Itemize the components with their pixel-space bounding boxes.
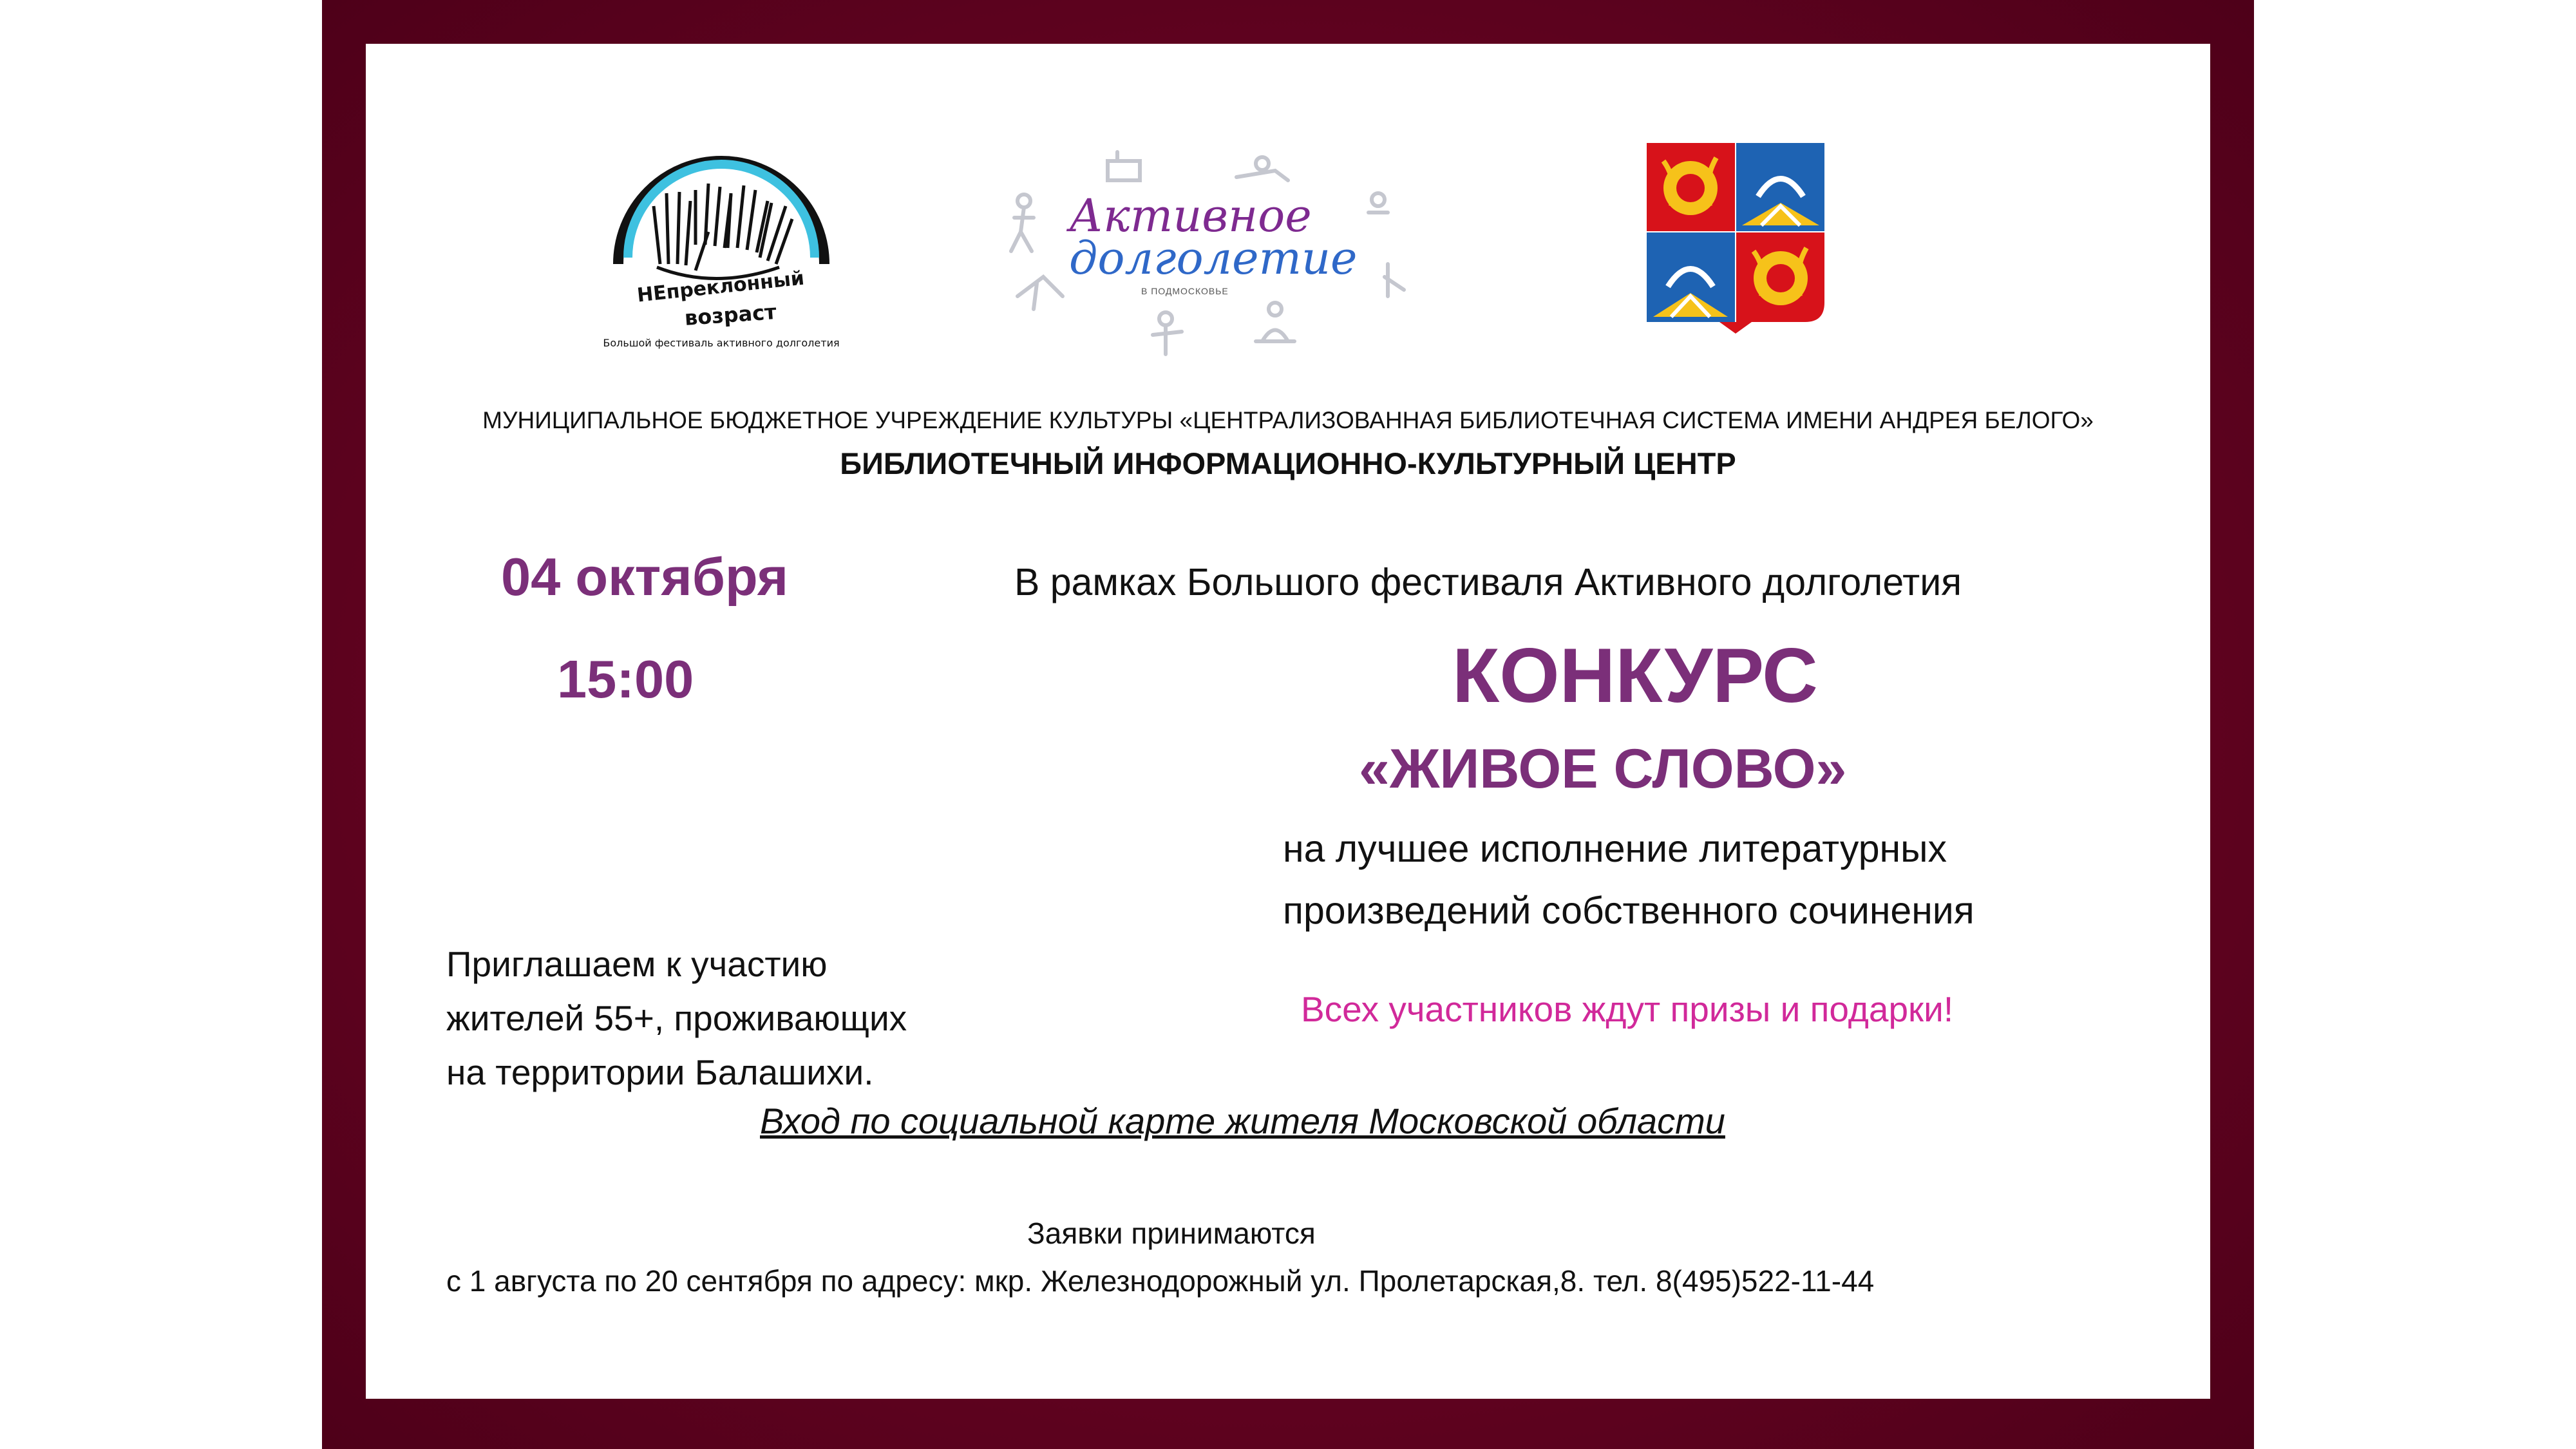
aktivnoe-dolgoletie-logo: [992, 148, 1417, 367]
contest-description: [1283, 818, 1975, 942]
applications-details: с 1 августа по 20 сентября по адресу: мкр. Железнодорожный ул. Пролетарская,8. тел. 8(495)522-11-44: [446, 1264, 1875, 1298]
svg-text:НЕпреклонный: НЕпреклонный: [636, 267, 806, 307]
prizes-note: Всех участников ждут призы и подарки!: [1301, 989, 1954, 1029]
entry-condition: Вход по социальной карте жителя Московской области: [760, 1101, 1725, 1141]
event-date: 04 октября: [501, 547, 789, 607]
logo2-subtitle: В ПОДМОСКОВЬЕ: [1141, 286, 1229, 296]
hands-logo-icon: [599, 129, 844, 354]
invite-line: жителей 55+, проживающих: [446, 998, 907, 1038]
applications-title: Заявки принимаются: [1027, 1217, 1316, 1250]
description-line: произведений собственного сочинения: [1283, 889, 1975, 932]
invite-line: Приглашаем к участию: [446, 944, 828, 984]
nepreklonny-vozrast-logo: [599, 129, 844, 354]
contest-name: «ЖИВОЕ СЛОВО»: [1359, 738, 1847, 800]
invite-line: на территории Балашихи.: [446, 1052, 874, 1092]
festival-line: В рамках Большого фестиваля Активного долголетия: [1014, 561, 1962, 603]
contest-title: КОНКУРС: [1452, 632, 1818, 719]
coat-of-arms-icon: [1645, 142, 1826, 335]
center-name: БИБЛИОТЕЧНЫЙ ИНФОРМАЦИОННО-КУЛЬТУРНЫЙ ЦЕНТР: [840, 446, 1736, 480]
invitation-text: [446, 937, 907, 1099]
svg-text:возраст: возраст: [683, 299, 777, 330]
description-line: на лучшее исполнение литературных: [1283, 828, 1947, 870]
svg-text:Большой фестиваль активного до: Большой фестиваль активного долголетия: [603, 337, 840, 349]
organization-name: МУНИЦИПАЛЬНОЕ БЮДЖЕТНОЕ УЧРЕЖДЕНИЕ КУЛЬТУРЫ «ЦЕНТРАЛИЗОВАННАЯ БИБЛИОТЕЧНАЯ СИСТЕМА ИМЕНИ АНДРЕЯ БЕЛОГО»: [482, 407, 2094, 433]
event-time: 15:00: [557, 649, 694, 709]
aktivnoe-dolgoletie-wordmark: Активное долголетие: [1069, 189, 1358, 285]
